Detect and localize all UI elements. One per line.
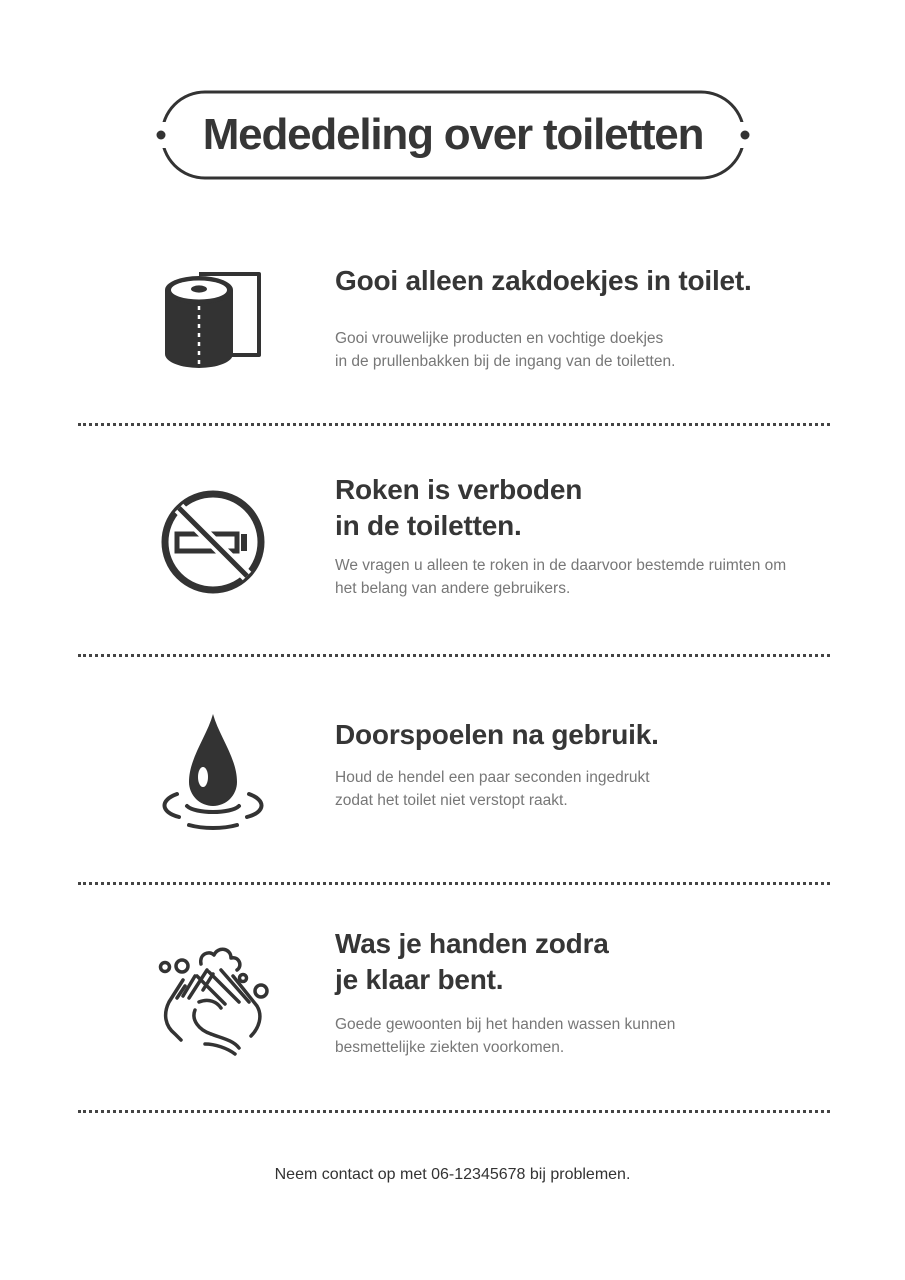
water-drop-icon bbox=[155, 712, 275, 832]
divider bbox=[78, 654, 830, 657]
section-description-flush: Houd de hendel een paar seconden ingedrukt zodat het toilet niet verstopt raakt. bbox=[335, 769, 650, 809]
section-description-wash-hands: Goede gewoonten bij het handen wassen kunnen besmettelijke ziekten voorkomen. bbox=[335, 1016, 676, 1056]
section-description-no-smoking: We vragen u alleen te roken in de daarvoor bestemde ruimten om het belang van andere gebruikers. bbox=[335, 557, 787, 597]
title-banner bbox=[155, 90, 751, 180]
section-heading-flush: Doorspoelen na gebruik. bbox=[335, 719, 659, 750]
no-smoking-icon bbox=[155, 484, 275, 604]
section-heading-toilet-paper: Gooi alleen zakdoekjes in toilet. bbox=[335, 265, 752, 296]
divider bbox=[78, 423, 830, 426]
section-heading-wash-hands: Was je handen zodra je klaar bent. bbox=[335, 928, 609, 995]
page-title: Mededeling over toiletten bbox=[202, 110, 704, 159]
hand-washing-icon bbox=[155, 940, 275, 1060]
section-description-toilet-paper: Gooi vrouwelijke producten en vochtige doekjes in de prullenbakken bij de ingang van de toiletten. bbox=[335, 330, 676, 370]
divider bbox=[78, 882, 830, 885]
divider bbox=[78, 1110, 830, 1113]
toilet-paper-icon bbox=[155, 262, 275, 382]
section-heading-no-smoking: Roken is verboden in de toiletten. bbox=[335, 474, 583, 541]
footer-contact: Neem contact op met 06-12345678 bij problemen. bbox=[274, 1166, 631, 1183]
